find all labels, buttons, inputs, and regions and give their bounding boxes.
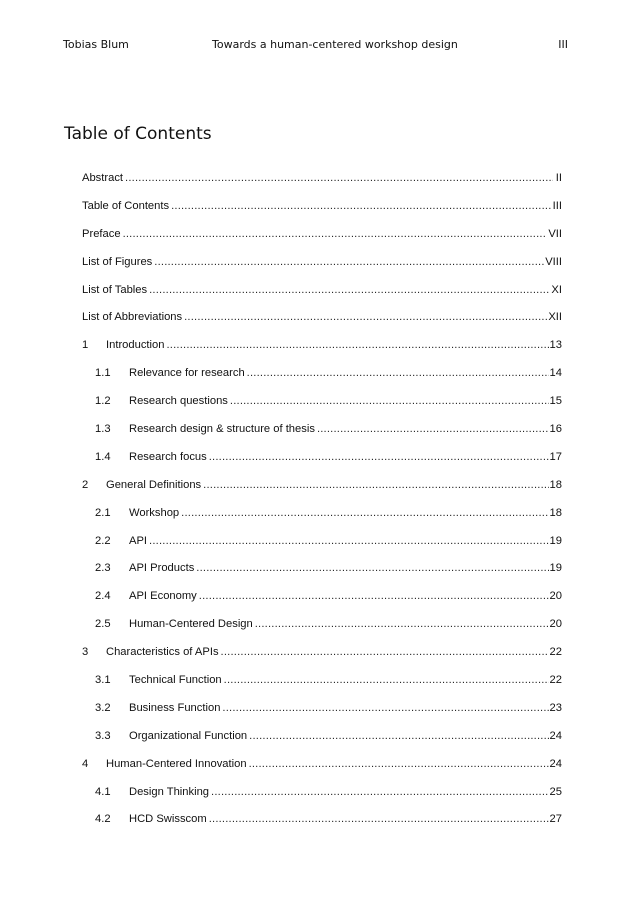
toc-entry[interactable] xyxy=(82,220,562,248)
toc-entry-title: Technical Function xyxy=(129,673,222,686)
toc-entry-title: Research design & structure of thesis xyxy=(129,422,315,435)
toc-entry-page: XI xyxy=(551,283,562,296)
toc-dot-leader xyxy=(249,730,548,742)
toc-entry-page: 14 xyxy=(549,367,562,380)
toc-entry-title: Design Thinking xyxy=(129,785,210,798)
toc-entry-page: 24 xyxy=(549,729,562,742)
toc-entry-title: Characteristics of APIs xyxy=(106,646,219,659)
toc-dot-leader xyxy=(171,200,552,212)
toc-entry[interactable] xyxy=(82,694,562,722)
toc-entry[interactable] xyxy=(82,303,562,331)
toc-entry-title: Research questions xyxy=(129,395,228,408)
toc-entry[interactable] xyxy=(82,666,562,694)
toc-list xyxy=(82,164,562,833)
toc-dot-leader xyxy=(203,479,548,491)
toc-entry[interactable] xyxy=(82,750,562,778)
toc-entry-page: VIII xyxy=(545,255,562,268)
toc-entry-title: Human-Centered Design xyxy=(129,618,253,631)
toc-entry-page: III xyxy=(552,199,562,212)
toc-dot-leader xyxy=(123,228,548,240)
toc-entry-page: 24 xyxy=(549,757,562,770)
toc-dot-leader xyxy=(249,758,549,770)
toc-entry-page: XII xyxy=(548,311,562,324)
toc-entry[interactable] xyxy=(82,276,562,304)
toc-entry-number: 2 xyxy=(82,478,89,491)
toc-entry-number: 4.2 xyxy=(95,813,111,826)
toc-entry-title: Table of Contents xyxy=(82,199,170,212)
toc-entry-page: 15 xyxy=(549,395,562,408)
toc-entry-title: General Definitions xyxy=(106,478,202,491)
toc-entry-title: Research focus xyxy=(129,450,207,463)
toc-entry[interactable] xyxy=(82,722,562,750)
toc-dot-leader xyxy=(199,590,549,602)
toc-dot-leader xyxy=(255,618,549,630)
toc-entry-page: 19 xyxy=(549,562,562,575)
toc-dot-leader xyxy=(209,813,549,825)
toc-entry-page: 22 xyxy=(549,646,562,659)
toc-entry-number: 1.2 xyxy=(95,395,111,408)
toc-dot-leader xyxy=(230,395,549,407)
toc-entry[interactable] xyxy=(82,499,562,527)
toc-entry[interactable] xyxy=(82,331,562,359)
toc-entry-page: VII xyxy=(548,227,562,240)
toc-dot-leader xyxy=(317,423,549,435)
toc-entry-number: 3.2 xyxy=(95,701,111,714)
toc-entry-title: HCD Swisscom xyxy=(129,813,207,826)
toc-entry-page: 23 xyxy=(549,701,562,714)
toc-entry-page: 13 xyxy=(549,339,562,352)
toc-entry-number: 2.5 xyxy=(95,618,111,631)
toc-entry-title: Organizational Function xyxy=(129,729,248,742)
toc-dot-leader xyxy=(125,172,553,184)
toc-entry-number: 3 xyxy=(82,646,89,659)
toc-entry-title: List of Figures xyxy=(82,255,153,268)
toc-entry-number: 3.1 xyxy=(95,673,111,686)
toc-entry-title: Business Function xyxy=(129,701,221,714)
header-author: Tobias Blum xyxy=(63,38,129,51)
toc-entry-title: API xyxy=(129,534,148,547)
toc-entry[interactable] xyxy=(82,443,562,471)
toc-entry-number: 2.3 xyxy=(95,562,111,575)
toc-entry[interactable] xyxy=(82,778,562,806)
toc-entry-page: 20 xyxy=(549,618,562,631)
header-title: Towards a human-centered workshop design xyxy=(212,38,458,51)
toc-entry-number: 1.4 xyxy=(95,450,111,463)
toc-entry-page: 16 xyxy=(549,422,562,435)
toc-dot-leader xyxy=(154,256,544,268)
toc-entry-number: 3.3 xyxy=(95,729,111,742)
toc-entry[interactable] xyxy=(82,582,562,610)
toc-entry-page: 25 xyxy=(549,785,562,798)
toc-entry[interactable] xyxy=(82,527,562,555)
toc-entry-page: 27 xyxy=(549,813,562,826)
toc-entry-page: 17 xyxy=(549,450,562,463)
toc-entry-title: Relevance for research xyxy=(129,367,245,380)
toc-dot-leader xyxy=(181,507,548,519)
toc-entry-page: 18 xyxy=(549,506,562,519)
toc-dot-leader xyxy=(209,451,549,463)
toc-dot-leader xyxy=(211,786,549,798)
toc-entry[interactable] xyxy=(82,638,562,666)
toc-entry-number: 1.1 xyxy=(95,367,111,380)
toc-entry-number: 2.1 xyxy=(95,506,111,519)
toc-dot-leader xyxy=(222,702,548,714)
toc-entry[interactable] xyxy=(82,192,562,220)
toc-heading: Table of Contents xyxy=(64,124,212,144)
toc-entry-number: 4 xyxy=(82,757,89,770)
toc-entry-title: Workshop xyxy=(129,506,180,519)
toc-entry-number: 2.4 xyxy=(95,590,111,603)
toc-entry[interactable] xyxy=(82,805,562,833)
toc-entry[interactable] xyxy=(82,359,562,387)
toc-entry-number: 1.3 xyxy=(95,422,111,435)
toc-entry-page: II xyxy=(555,171,562,184)
toc-entry-number: 1 xyxy=(82,339,89,352)
running-header xyxy=(63,38,568,54)
toc-entry-title: Preface xyxy=(82,227,121,240)
toc-entry-title: Human-Centered Innovation xyxy=(106,757,247,770)
toc-dot-leader xyxy=(149,284,550,296)
toc-dot-leader xyxy=(224,674,549,686)
toc-dot-leader xyxy=(221,646,549,658)
toc-entry-title: API Products xyxy=(129,562,195,575)
toc-entry[interactable] xyxy=(82,164,562,192)
toc-entry[interactable] xyxy=(82,554,562,582)
toc-entry[interactable] xyxy=(82,248,562,276)
toc-entry[interactable] xyxy=(82,471,562,499)
toc-entry-number: 2.2 xyxy=(95,534,111,547)
toc-dot-leader xyxy=(196,562,548,574)
toc-entry-title: List of Abbreviations xyxy=(82,311,183,324)
toc-entry[interactable] xyxy=(82,387,562,415)
toc-dot-leader xyxy=(247,367,549,379)
toc-entry-page: 22 xyxy=(549,673,562,686)
toc-entry-page: 18 xyxy=(549,478,562,491)
toc-dot-leader xyxy=(166,339,548,351)
toc-entry-title: Introduction xyxy=(106,339,165,352)
toc-entry-number: 4.1 xyxy=(95,785,111,798)
toc-entry-page: 20 xyxy=(549,590,562,603)
toc-entry-page: 19 xyxy=(549,534,562,547)
header-page-number: III xyxy=(558,38,568,51)
toc-entry-title: API Economy xyxy=(129,590,197,603)
toc-entry[interactable] xyxy=(82,610,562,638)
toc-dot-leader xyxy=(149,535,549,547)
toc-dot-leader xyxy=(184,311,547,323)
toc-entry-title: Abstract xyxy=(82,171,124,184)
toc-entry[interactable] xyxy=(82,415,562,443)
toc-entry-title: List of Tables xyxy=(82,283,148,296)
